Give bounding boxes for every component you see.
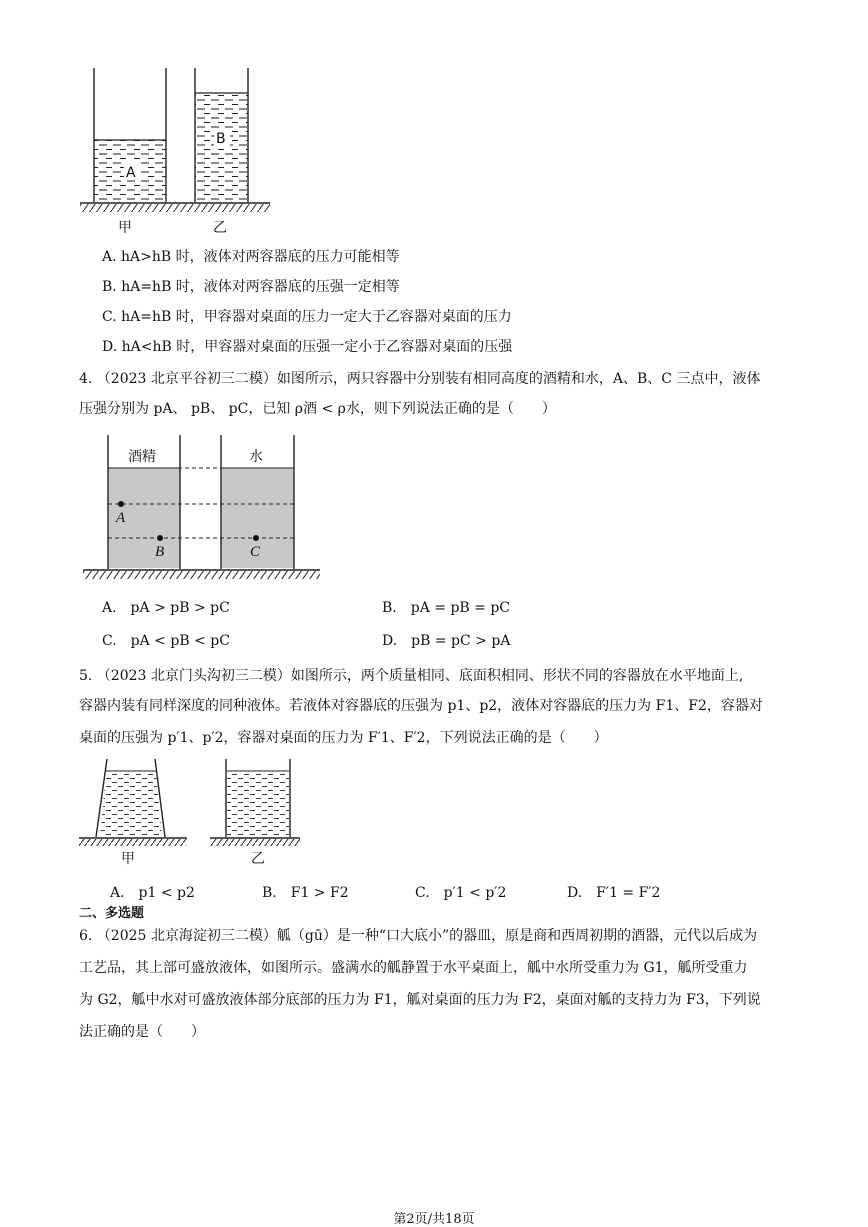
q6-stem-line3: 为 G2，觚中水对可盛放液体部分底部的压力为 F1，觚对桌面的压力为 F2，桌面对觚的支持力为 F3，下列说 [79,992,761,1008]
q5-stem-line2: 容器内装有同样深度的同种液体。若液体对容器底的压强为 p1、p2，液体对容器底的压力为 F1、F2，容器对 [79,698,763,714]
label-point-b: B [155,544,165,560]
q4-option-b: B. pA = pB = pC [382,600,510,616]
caption-yi: 乙 [213,220,227,236]
point-a [118,501,124,507]
figure-alcohol-water [78,430,328,585]
q3-option-a: A. hA>hB 时，液体对两容器底的压力可能相等 [102,249,400,265]
label-alcohol: 酒精 [128,449,156,465]
label-water: 水 [249,449,263,465]
q5-option-b: B. F1 > F2 [262,885,349,901]
caption-jia: 甲 [118,220,132,236]
q5-option-a: A. p1 < p2 [110,885,195,901]
q5-option-d: D. F′1 = F′2 [567,885,661,901]
q4-option-d: D. pB = pC > pA [382,633,511,649]
q4-option-a: A. pA > pB > pC [102,600,230,616]
q5-stem-line1: 5. （2023 北京门头沟初三二模）如图所示，两个质量相同、底面积相同、形状不同的容器放在水平地面上, [79,668,744,684]
label-point-a: A [116,510,126,526]
label-b: B [216,131,226,147]
point-c [253,535,259,541]
q3-option-c: C. hA=hB 时，甲容器对桌面的压力一定大于乙容器对桌面的压力 [102,309,512,325]
point-b [157,535,163,541]
q3-option-b: B. hA=hB 时，液体对两容器底的压强一定相等 [102,279,400,295]
q3-option-d: D. hA<hB 时，甲容器对桌面的压强一定小于乙容器对桌面的压强 [102,339,513,355]
label-a: A [126,165,136,181]
q6-stem-line1: 6. （2025 北京海淀初三二模）觚（gū）是一种“口大底小”的器皿，原是商和西周初期的酒器，元代以后成为 [79,928,758,944]
q4-stem-line2: 压强分别为 pA、 pB、 pC，已知 ρ酒 < ρ水，则下列说法正确的是（ ） [79,401,556,417]
q6-stem-line2: 工艺品，其上部可盛放液体，如图所示。盛满水的觚静置于水平桌面上，觚中水所受重力为 G1，觚所受重力 [79,960,748,976]
caption-jia-2: 甲 [121,851,135,867]
q6-stem-line4: 法正确的是（ ） [79,1024,205,1040]
q5-option-c: C. p′1 < p′2 [415,885,507,901]
figure-two-containers [75,755,305,870]
page-footer: 第2页/共18页 [393,1212,475,1227]
figure-containers-ab [70,60,290,240]
q4-stem-line1: 4. （2023 北京平谷初三二模）如图所示，两只容器中分别装有相同高度的酒精和水，A、B、C 三点中，液体 [79,371,761,387]
caption-yi-2: 乙 [251,851,265,867]
q4-option-c: C. pA < pB < pC [102,633,230,649]
q5-stem-line3: 桌面的压强为 p′1、p′2，容器对桌面的压力为 F′1、F′2，下列说法正确的是（ ） [79,730,608,746]
section-title-multi-choice: 二、多选题 [79,906,145,921]
label-point-c: C [250,544,261,560]
